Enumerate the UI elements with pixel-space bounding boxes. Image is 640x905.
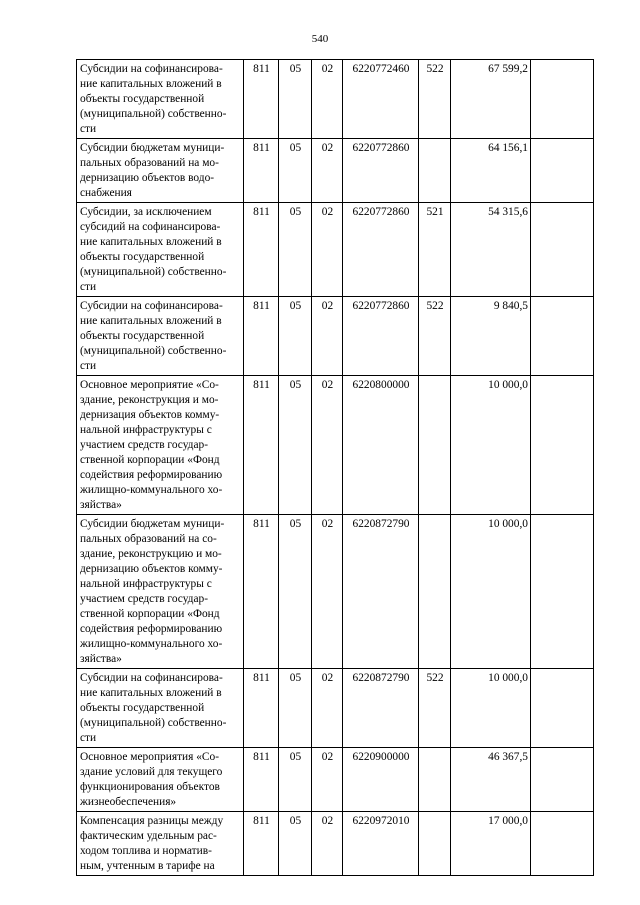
subsection-code-cell: 02 [312, 297, 343, 376]
section-code-cell: 05 [279, 812, 312, 876]
subsection-code-cell: 02 [312, 203, 343, 297]
row-name-cell: Субсидии бюджетам муници- пальных образований на со- здание, реконструкцию и мо- дернизацию объектов комму- нальной инфраструктуры с участием средств государ- ственной корпорации «Фонд содействия реформированию жилищно-коммунального хо- зяйства» [77, 515, 244, 669]
subsection-code-cell: 02 [312, 376, 343, 515]
ministry-code-cell: 811 [244, 515, 279, 669]
row-name-cell: Основное мероприятия «Со- здание условий для текущего функционирования объектов жизнеобеспечения» [77, 748, 244, 812]
expense-type-cell [419, 376, 451, 515]
target-article-cell: 6220872790 [343, 515, 419, 669]
ministry-code-cell: 811 [244, 297, 279, 376]
amount-cell: 10 000,0 [451, 515, 531, 669]
amount-cell: 10 000,0 [451, 669, 531, 748]
section-code-cell: 05 [279, 669, 312, 748]
subsection-code-cell: 02 [312, 812, 343, 876]
section-code-cell: 05 [279, 60, 312, 139]
extra-column-cell [531, 376, 594, 515]
target-article-cell: 6220872790 [343, 669, 419, 748]
amount-cell: 10 000,0 [451, 376, 531, 515]
ministry-code-cell: 811 [244, 748, 279, 812]
target-article-cell: 6220800000 [343, 376, 419, 515]
table-row [77, 60, 594, 139]
target-article-cell: 6220772860 [343, 297, 419, 376]
table-row [77, 297, 594, 376]
row-name-cell: Компенсация разницы между фактическим удельным рас- ходом топлива и норматив- ным, учтенным в тарифе на [77, 812, 244, 876]
page-number: 540 [311, 33, 329, 45]
target-article-cell: 6220772460 [343, 60, 419, 139]
table-row [77, 669, 594, 748]
section-code-cell: 05 [279, 515, 312, 669]
row-name-cell: Субсидии на софинансирова- ние капитальных вложений в объекты государственной (муниципальной) собственно- сти [77, 297, 244, 376]
expense-type-cell [419, 812, 451, 876]
expense-type-cell [419, 139, 451, 203]
amount-cell: 54 315,6 [451, 203, 531, 297]
row-name-cell: Субсидии на софинансирова- ние капитальных вложений в объекты государственной (муниципальной) собственно- сти [77, 60, 244, 139]
ministry-code-cell: 811 [244, 812, 279, 876]
amount-cell: 67 599,2 [451, 60, 531, 139]
amount-cell: 64 156,1 [451, 139, 531, 203]
table-row [77, 139, 594, 203]
subsection-code-cell: 02 [312, 748, 343, 812]
expense-type-cell: 522 [419, 60, 451, 139]
ministry-code-cell: 811 [244, 60, 279, 139]
expense-type-cell: 522 [419, 297, 451, 376]
table-row [77, 376, 594, 515]
extra-column-cell [531, 669, 594, 748]
row-name-cell: Основное мероприятие «Со- здание, реконструкция и мо- дернизация объектов комму- нальной инфраструктуры с участием средств государ- ственной корпорации «Фонд содействия реформированию жилищно-коммунального хо- зяйства» [77, 376, 244, 515]
ministry-code-cell: 811 [244, 139, 279, 203]
table-row [77, 748, 594, 812]
subsection-code-cell: 02 [312, 60, 343, 139]
extra-column-cell [531, 748, 594, 812]
subsection-code-cell: 02 [312, 139, 343, 203]
section-code-cell: 05 [279, 297, 312, 376]
budget-table [76, 59, 594, 876]
extra-column-cell [531, 812, 594, 876]
ministry-code-cell: 811 [244, 376, 279, 515]
section-code-cell: 05 [279, 376, 312, 515]
subsection-code-cell: 02 [312, 669, 343, 748]
section-code-cell: 05 [279, 203, 312, 297]
expense-type-cell: 521 [419, 203, 451, 297]
table-row [77, 203, 594, 297]
amount-cell: 46 367,5 [451, 748, 531, 812]
extra-column-cell [531, 139, 594, 203]
extra-column-cell [531, 515, 594, 669]
expense-type-cell: 522 [419, 669, 451, 748]
row-name-cell: Субсидии на софинансирова- ние капитальных вложений в объекты государственной (муниципальной) собственно- сти [77, 669, 244, 748]
subsection-code-cell: 02 [312, 515, 343, 669]
amount-cell: 17 000,0 [451, 812, 531, 876]
extra-column-cell [531, 297, 594, 376]
target-article-cell: 6220900000 [343, 748, 419, 812]
row-name-cell: Субсидии, за исключением субсидий на софинансирова- ние капитальных вложений в объекты государственной (муниципальной) собственно- сти [77, 203, 244, 297]
section-code-cell: 05 [279, 748, 312, 812]
table-row [77, 515, 594, 669]
section-code-cell: 05 [279, 139, 312, 203]
amount-cell: 9 840,5 [451, 297, 531, 376]
table-row [77, 812, 594, 876]
target-article-cell: 6220772860 [343, 139, 419, 203]
extra-column-cell [531, 203, 594, 297]
target-article-cell: 6220772860 [343, 203, 419, 297]
table-body [77, 60, 594, 876]
ministry-code-cell: 811 [244, 203, 279, 297]
row-name-cell: Субсидии бюджетам муници- пальных образований на мо- дернизацию объектов водо- снабжения [77, 139, 244, 203]
ministry-code-cell: 811 [244, 669, 279, 748]
expense-type-cell [419, 515, 451, 669]
target-article-cell: 6220972010 [343, 812, 419, 876]
expense-type-cell [419, 748, 451, 812]
extra-column-cell [531, 60, 594, 139]
